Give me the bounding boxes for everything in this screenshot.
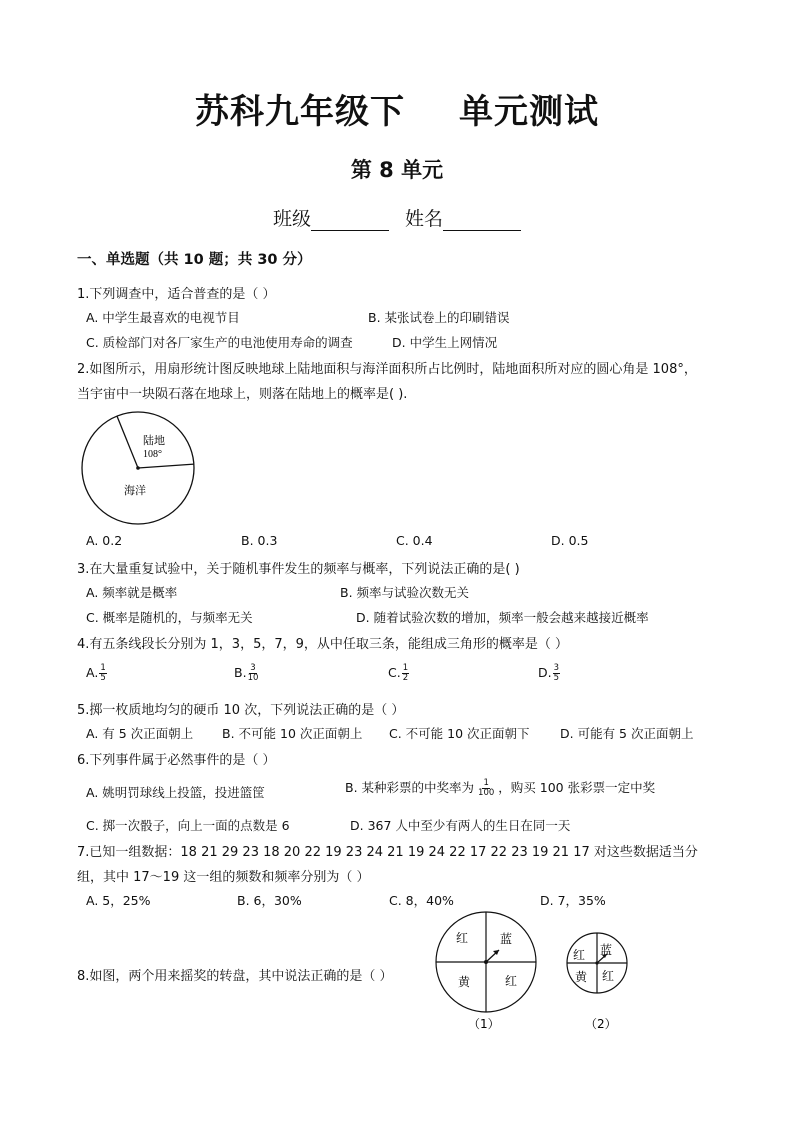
q6-option-a[interactable]: A. 姚明罚球线上投篮，投进篮筐 [86,785,265,800]
q7-option-a[interactable]: A. 5，25% [86,893,151,908]
q6-stem: 6.下列事件属于必然事件的是（ ） [77,753,276,768]
pie-center [136,466,140,470]
q4-option-b[interactable] [234,664,259,683]
land-sea-pie-chart [78,410,202,530]
q7-option-c[interactable]: C. 8，40% [389,893,454,908]
q3-option-c[interactable]: C. 概率是随机的，与频率无关 [86,610,253,625]
q3-option-d[interactable]: D. 随着试验次数的增加，频率一般会越来越接近概率 [356,610,649,625]
q7-option-b[interactable]: B. 6，30% [237,893,302,908]
q2-option-b[interactable]: B. 0.3 [241,533,278,548]
q4-option-d[interactable] [538,664,561,683]
q2-option-a[interactable]: A. 0.2 [86,533,123,548]
q4-b-numerator: 3 [250,663,256,673]
spinner-1-top-right-label: 蓝 [500,932,513,946]
spinner-2-top-left-label: 红 [573,948,586,962]
q5-option-b[interactable]: B. 不可能 10 次正面朝上 [222,726,363,741]
q5-option-c[interactable]: C. 不可能 10 次正面朝下 [389,726,530,741]
q6-b-text-post: ，购买 100 张彩票一定中奖 [498,780,656,795]
q7-stem-line1: 7.已知一组数据：18 21 29 23 18 20 22 19 23 24 21 19 24 22 17 22 23 19 21 17 对这些数据适当分 [77,845,698,860]
spinner-2-top-right-label: 蓝 [600,943,613,957]
q4-b-prefix: B. [234,665,247,680]
student-fields [0,204,794,231]
q2-option-d[interactable]: D. 0.5 [551,533,589,548]
q6-b-numerator: 1 [483,778,489,788]
class-blank[interactable] [311,212,389,231]
q4-c-denominator: 2 [402,673,409,683]
q3-stem: 3.在大量重复试验中，关于随机事件发生的频率与概率，下列说法正确的是( ) [77,562,520,577]
sea-label: 海洋 [124,485,146,497]
spinner-1-bottom-left-label: 黄 [458,975,471,989]
q1-option-a[interactable]: A. 中学生最喜欢的电视节目 [86,310,240,325]
spinner-2-caption: （2） [585,1017,617,1031]
q5-option-a[interactable]: A. 有 5 次正面朝上 [86,726,194,741]
q8-stem: 8.如图，两个用来摇奖的转盘，其中说法正确的是（ ） [77,969,393,984]
spinner-1-top-left-label: 红 [456,931,469,945]
q6-b-text-pre: B. 某种彩票的中奖率为 [345,780,475,795]
q1-option-b[interactable]: B. 某张试卷上的印刷错误 [368,310,510,325]
q4-c-numerator: 1 [402,663,409,673]
pie-radius-end [138,464,194,468]
spinner-2 [557,930,637,1034]
title-left: 苏科九年级下 [195,92,405,132]
q4-c-fraction [402,664,409,683]
spinner-2-center [595,961,598,964]
q6-option-c[interactable]: C. 掷一次骰子，向上一面的点数是 6 [86,818,290,833]
q6-option-d[interactable]: D. 367 人中至少有两人的生日在同一天 [350,818,571,833]
q4-d-denominator: 5 [553,673,560,683]
q1-option-d[interactable]: D. 中学生上网情况 [392,335,498,350]
spinner-2-bottom-left-label: 黄 [575,970,588,984]
unit-subtitle: 第 8 单元 [350,158,444,182]
q4-a-denominator: 5 [100,673,106,683]
q2-stem-line2: 当宇宙中一块陨石落在地球上，则落在陆地上的概率是( ). [77,387,408,402]
q5-stem: 5.掷一枚质地均匀的硬币 10 次，下列说法正确的是（ ） [77,703,405,718]
q3-option-a[interactable]: A. 频率就是概率 [86,585,178,600]
spinner-1 [432,908,540,1034]
q4-option-a[interactable] [86,664,108,683]
land-angle-label: 108° [143,449,162,460]
q4-stem: 4.有五条线段长分别为 1，3，5，7，9，从中任取三条，能组成三角形的概率是（ ） [77,637,569,652]
q1-option-c[interactable]: C. 质检部门对各厂家生产的电池使用寿命的调查 [86,335,353,350]
q4-d-fraction [553,664,560,683]
q7-option-d[interactable]: D. 7，35% [540,893,606,908]
q2-stem-line1: 2.如图所示，用扇形统计图反映地球上陆地面积与海洋面积所占比例时，陆地面积所对应的圆心角是 108°， [77,362,697,377]
q4-b-fraction [248,664,259,683]
q5-option-d[interactable]: D. 可能有 5 次正面朝上 [560,726,694,741]
q4-a-prefix: A. [86,665,99,680]
q4-d-prefix: D. [538,665,552,680]
q3-option-b[interactable]: B. 频率与试验次数无关 [340,585,470,600]
spinner-2-bottom-right-label: 红 [602,969,615,983]
q4-d-numerator: 3 [553,663,560,673]
q4-b-denominator: 10 [247,673,259,683]
q4-c-prefix: C. [388,665,401,680]
section-heading: 一、单选题（共 10 题；共 30 分） [77,252,312,268]
spinner-1-bottom-right-label: 红 [505,974,518,988]
page-title [0,84,794,133]
q4-a-fraction [99,664,106,683]
spinner-1-center [484,960,488,964]
q2-option-c[interactable]: C. 0.4 [396,533,433,548]
q4-a-numerator: 1 [100,663,106,673]
land-label: 陆地 [143,435,165,447]
name-blank[interactable] [443,212,521,231]
q4-option-c[interactable] [388,664,410,683]
title-right: 单元测试 [459,92,599,132]
q7-stem-line2: 组，其中 17～19 这一组的频数和频率分别为（ ） [77,870,370,885]
q6-b-fraction [478,779,494,798]
spinner-1-caption: （1） [468,1017,500,1031]
q6-b-denominator: 100 [478,788,495,798]
q1-stem: 1.下列调查中，适合普查的是（ ） [77,287,276,302]
q6-option-b[interactable] [345,778,655,798]
class-label: 班级 [272,208,311,230]
pie-radius-start [117,416,138,468]
name-label: 姓名 [405,208,444,230]
